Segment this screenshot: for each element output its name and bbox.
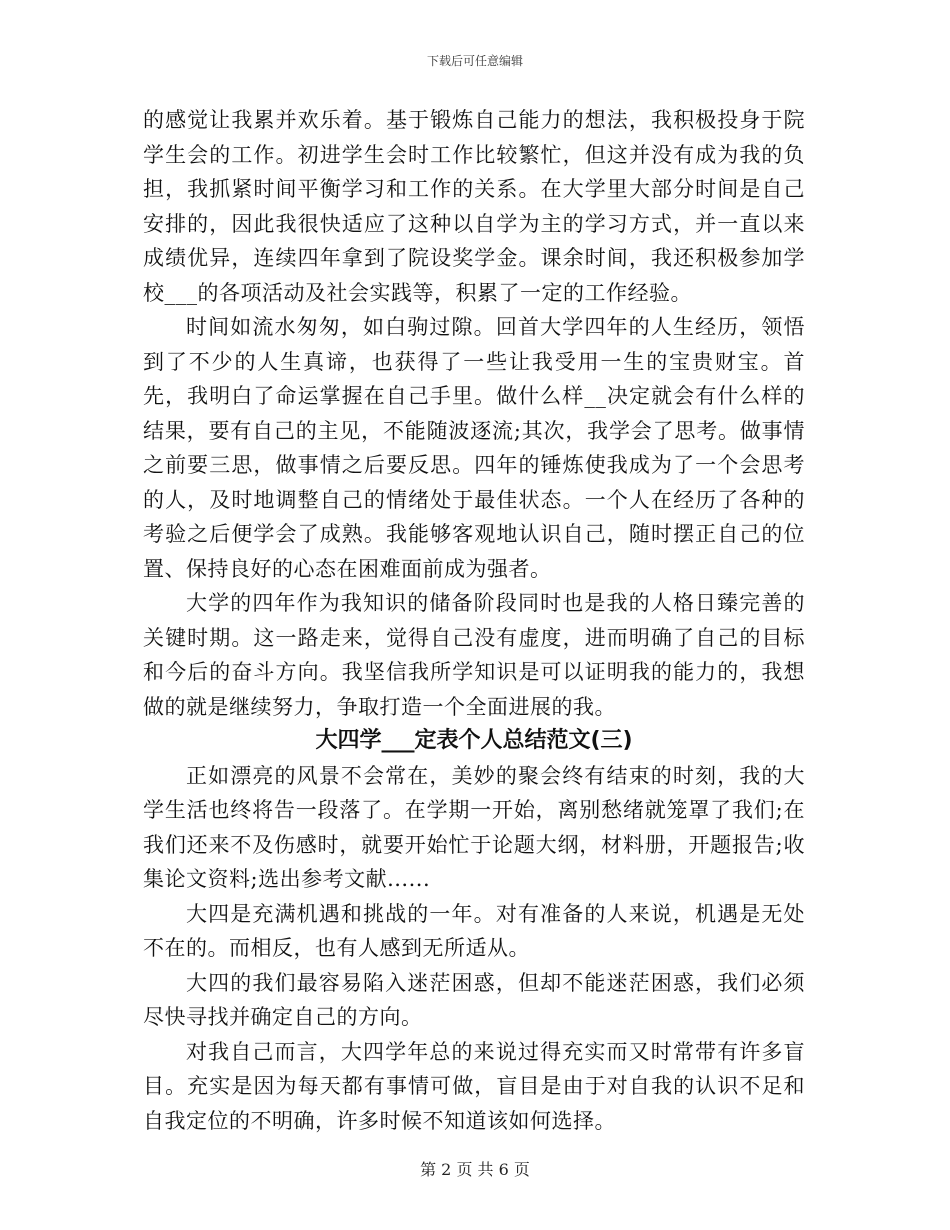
paragraph-confusion: 大四的我们最容易陷入迷茫困惑，但却不能迷茫困惑，我们必须尽快寻找并确定自己的方向。 xyxy=(143,970,805,1029)
paragraph-continued: 的感觉让我累并欢乐着。基于锻炼自己能力的想法，我积极投身于院学生会的工作。初进学生会时工作比较繁忙，但这并没有成为我的负担，我抓紧时间平衡学习和工作的关系。在大学里大部分时间是自己安排的，因此我很快适应了这种以自学为主的学习方式，并一直以来成绩优异，连续四年拿到了院设奖学金。课余时间，我还积极参加学校___的各项活动及社会实践等，积累了一定的工作经验。 xyxy=(143,108,805,305)
paragraph-four-years: 大学的四年作为我知识的储备阶段同时也是我的人格日臻完善的关键时期。这一路走来，觉得自己没有虚度，进而明确了自己的目标和今后的奋斗方向。我坚信我所学知识是可以证明我的能力的，我想做的就是继续努力，争取打造一个全面进展的我。 xyxy=(143,591,805,719)
section-title: 大四学___定表个人总结范文(三) xyxy=(315,728,633,753)
page-footer: 第 2 页 共 6 页 xyxy=(420,1160,530,1179)
paragraph-scenery: 正如漂亮的风景不会常在，美妙的聚会终有结束的时刻，我的大学生活也终将告一段落了。在学期一开始，离别愁绪就笼罩了我们;在我们还来不及伤感时，就要开始忙于论题大纲，材料册，开题报告;收集论文资料;选出参考文献...... xyxy=(143,763,805,891)
paragraph-opportunity: 大四是充满机遇和挑战的一年。对有准备的人来说，机遇是无处不在的。而相反，也有人感到无所适从。 xyxy=(143,901,805,960)
document-body xyxy=(143,103,805,1138)
page-header: 下载后可任意编辑 xyxy=(426,54,523,68)
paragraph-self: 对我自己而言，大四学年总的来说过得充实而又时常带有许多盲目。充实是因为每天都有事情可做，盲目是由于对自我的认识不足和自我定位的不明确，许多时候不知道该如何选择。 xyxy=(143,1039,805,1133)
paragraph-time: 时间如流水匆匆，如白驹过隙。回首大学四年的人生经历，领悟到了不少的人生真谛，也获得了一些让我受用一生的宝贵财宝。首先，我明白了命运掌握在自己手里。做什么样__决定就会有什么样的结果，要有自己的主见，不能随波逐流;其次，我学会了思考。做事情之前要三思，做事情之后要反思。四年的锤炼使我成为了一个会思考的人，及时地调整自己的情绪处于最佳状态。一个人在经历了各种的考验之后便学会了成熟。我能够客观地认识自己，随时摆正自己的位置、保持良好的心态在困难面前成为强者。 xyxy=(143,315,805,581)
